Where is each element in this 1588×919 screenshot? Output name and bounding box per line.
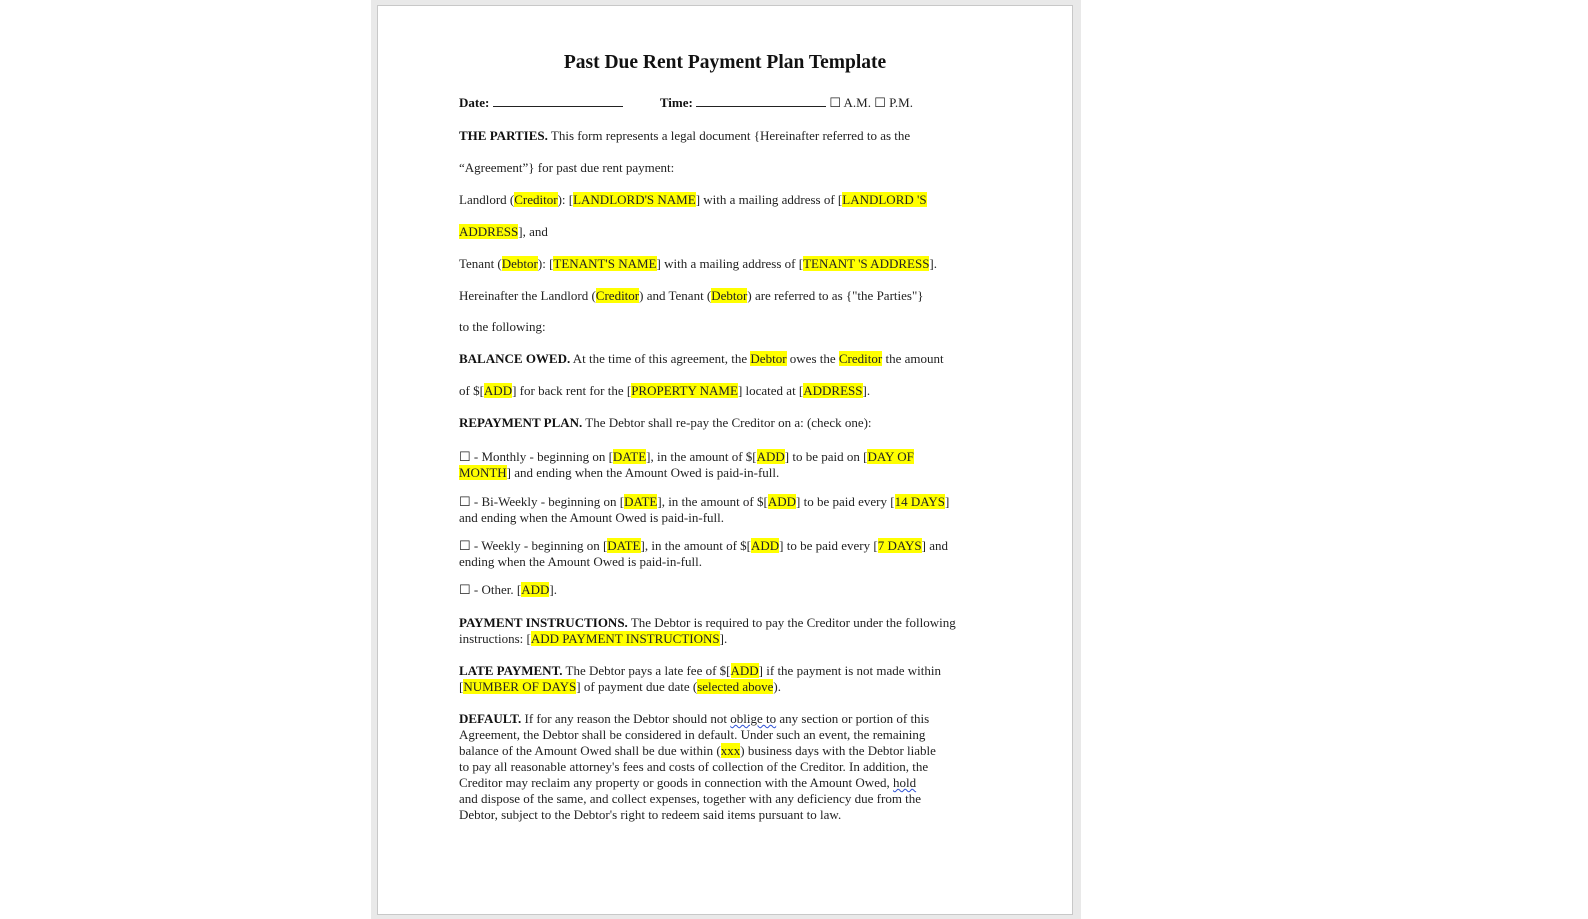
landlord-address-placeholder[interactable]: ADDRESS: [459, 224, 519, 239]
creditor-placeholder[interactable]: Creditor: [838, 351, 883, 366]
landlord-address-placeholder[interactable]: LANDLORD 'S: [842, 192, 927, 207]
text-fragment: to the following:: [459, 319, 546, 334]
amount-placeholder[interactable]: ADD: [767, 494, 797, 509]
selected-above-placeholder[interactable]: selected above: [697, 679, 774, 694]
creditor-placeholder[interactable]: Creditor: [595, 288, 640, 303]
landlord-line-2: [459, 224, 548, 240]
date-time-row: [459, 95, 913, 111]
text-fragment: ) are referred to as {"the Parties"}: [747, 288, 924, 303]
parties-intro-1: This form represents a legal document {Hereinafter referred to as the: [550, 128, 911, 143]
day-of-month-placeholder[interactable]: DAY OF: [867, 449, 914, 464]
parties-line-2: [459, 160, 674, 176]
text-fragment: ] with a mailing address of [: [695, 192, 843, 207]
biweekly-checkbox-label[interactable]: ☐ - Bi-Weekly - beginning on [: [459, 494, 625, 509]
text-fragment: ] with a mailing address of [: [656, 256, 804, 271]
text-fragment: The Debtor pays a late fee of $[: [565, 663, 731, 678]
landlord-line-1: [459, 192, 927, 208]
text-fragment: ] and ending when the Amount Owed is paid-in-full.: [506, 465, 780, 480]
tenant-name-placeholder[interactable]: TENANT'S NAME: [553, 256, 657, 271]
date-placeholder[interactable]: DATE: [612, 449, 647, 464]
parties-line-1: [459, 128, 910, 144]
text-fragment: ] to be paid on [: [784, 449, 868, 464]
text-fragment: owes the: [789, 351, 836, 366]
text-fragment: ], and: [518, 224, 548, 239]
other-option-line[interactable]: [459, 582, 557, 598]
debtor-placeholder[interactable]: Debtor: [750, 351, 787, 366]
payment-instructions-heading: PAYMENT INSTRUCTIONS.: [459, 615, 628, 630]
text-fragment: The Debtor is required to pay the Creditor under the following: [630, 615, 956, 630]
text-fragment: ] of payment due date (: [576, 679, 698, 694]
monthly-option-line-2: [459, 465, 779, 481]
text-fragment: ] for back rent for the [: [512, 383, 632, 398]
amount-placeholder[interactable]: ADD: [750, 538, 780, 553]
pm-checkbox[interactable]: ☐ P.M.: [874, 95, 913, 110]
parties-heading: THE PARTIES.: [459, 128, 548, 143]
default-line-3: [459, 743, 936, 759]
payment-instructions-line-2: [459, 631, 727, 647]
text-fragment: ] and: [921, 538, 949, 553]
tenant-label: Tenant (: [459, 256, 502, 271]
tenant-address-placeholder[interactable]: TENANT 'S ADDRESS: [803, 256, 930, 271]
late-payment-line-2: [459, 679, 781, 695]
text-fragment: Agreement, the Debtor shall be considered in default. Under such an event, the remaining: [459, 727, 926, 742]
text-fragment: ] to be paid every [: [796, 494, 895, 509]
text-fragment: to pay all reasonable attorney's fees and costs of collection of the Creditor. In addition, the: [459, 759, 929, 774]
default-line-7: [459, 807, 841, 823]
default-line-6: [459, 791, 921, 807]
spellcheck-word: hold: [892, 775, 917, 790]
repayment-line: [459, 415, 872, 431]
text-fragment: Hereinafter the Landlord (: [459, 288, 596, 303]
text-fragment: any section or portion of this: [779, 711, 930, 726]
property-name-placeholder[interactable]: PROPERTY NAME: [631, 383, 738, 398]
document-page: [377, 5, 1073, 915]
default-line-4: [459, 759, 928, 775]
number-of-days-placeholder[interactable]: NUMBER OF DAYS: [463, 679, 577, 694]
balance-line-2: [459, 383, 870, 399]
tenant-line: [459, 256, 937, 272]
text-fragment: and ending when the Amount Owed is paid-in-full.: [459, 510, 725, 525]
text-fragment: ): [: [557, 192, 574, 207]
am-checkbox[interactable]: ☐ A.M.: [829, 95, 871, 110]
document-title: Past Due Rent Payment Plan Template: [563, 52, 887, 73]
text-fragment: ).: [773, 679, 781, 694]
date-label: Date:: [459, 95, 490, 110]
text-fragment: ] located at [: [737, 383, 804, 398]
late-payment-line-1: [459, 663, 941, 679]
day-of-month-placeholder[interactable]: MONTH: [459, 465, 507, 480]
time-field[interactable]: [696, 95, 826, 107]
weekly-checkbox-label[interactable]: ☐ - Weekly - beginning on [: [459, 538, 608, 553]
text-fragment: ], in the amount of $[: [640, 538, 751, 553]
amount-placeholder[interactable]: ADD: [756, 449, 785, 464]
default-line-5: [459, 775, 916, 791]
other-placeholder[interactable]: ADD: [521, 582, 550, 597]
text-fragment: and dispose of the same, and collect expenses, together with any deficiency due from the: [459, 791, 922, 806]
default-line-1: [459, 711, 929, 727]
weekly-option-line-2: [459, 554, 702, 570]
text-fragment: ]: [945, 494, 950, 509]
date-placeholder[interactable]: DATE: [624, 494, 658, 509]
text-fragment: Debtor, subject to the Debtor's right to redeem said items pursuant to law.: [459, 807, 842, 822]
monthly-option-line-1[interactable]: [459, 449, 914, 465]
other-checkbox-label[interactable]: ☐ - Other. [: [459, 582, 522, 597]
text-fragment: At the time of this agreement, the: [572, 351, 748, 366]
payment-instructions-placeholder[interactable]: ADD PAYMENT INSTRUCTIONS: [530, 631, 720, 646]
text-fragment: balance of the Amount Owed shall be due within (: [459, 743, 721, 758]
following-line: [459, 319, 546, 335]
date-field[interactable]: [493, 95, 623, 107]
text-fragment: The Debtor shall re-pay the Creditor on a: (check one):: [585, 415, 872, 430]
text-fragment: ) and Tenant (: [639, 288, 712, 303]
parties-intro-2: “Agreement”} for past due rent payment:: [459, 160, 675, 175]
text-fragment: ], in the amount of $[: [657, 494, 768, 509]
days-placeholder[interactable]: 14 DAYS: [894, 494, 946, 509]
debtor-placeholder[interactable]: Debtor: [501, 256, 538, 271]
weekly-option-line-1[interactable]: [459, 538, 948, 554]
landlord-name-placeholder[interactable]: LANDLORD'S NAME: [573, 192, 696, 207]
text-fragment: ] if the payment is not made within: [758, 663, 941, 678]
text-fragment: ], in the amount of $[: [646, 449, 757, 464]
text-fragment: instructions: [: [459, 631, 531, 646]
late-fee-placeholder[interactable]: ADD: [730, 663, 759, 678]
late-payment-heading: LATE PAYMENT.: [459, 663, 563, 678]
text-fragment: ): [: [537, 256, 554, 271]
landlord-label: Landlord (: [459, 192, 515, 207]
repayment-heading: REPAYMENT PLAN.: [459, 415, 583, 430]
text-fragment: ] to be paid every [: [779, 538, 878, 553]
amount-placeholder[interactable]: ADD: [483, 383, 513, 398]
hereinafter-line: [459, 288, 924, 304]
days-placeholder[interactable]: 7 DAYS: [877, 538, 922, 553]
monthly-checkbox-label[interactable]: ☐ - Monthly - beginning on [: [459, 449, 613, 464]
balance-heading: BALANCE OWED.: [459, 351, 571, 366]
text-fragment: ].: [862, 383, 871, 398]
text-fragment: ].: [719, 631, 728, 646]
date-placeholder[interactable]: DATE: [607, 538, 641, 553]
creditor-placeholder[interactable]: Creditor: [514, 192, 558, 207]
balance-line-1: [459, 351, 944, 367]
text-fragment: If for any reason the Debtor should not: [524, 711, 728, 726]
text-fragment: the amount: [885, 351, 944, 366]
debtor-placeholder[interactable]: Debtor: [711, 288, 748, 303]
address-placeholder[interactable]: ADDRESS: [803, 383, 863, 398]
biweekly-option-line-1[interactable]: [459, 494, 949, 510]
business-days-placeholder[interactable]: xxx: [720, 743, 741, 758]
text-fragment: ) business days with the Debtor liable: [740, 743, 936, 758]
text-fragment: [: [459, 679, 464, 694]
text-fragment: ].: [929, 256, 938, 271]
default-line-2: [459, 727, 925, 743]
spellcheck-word: oblige to: [730, 711, 777, 726]
biweekly-option-line-2: [459, 510, 724, 526]
text-fragment: ending when the Amount Owed is paid-in-full.: [459, 554, 702, 569]
default-heading: DEFAULT.: [459, 711, 522, 726]
time-label: Time:: [659, 95, 693, 110]
payment-instructions-line-1: [459, 615, 956, 631]
text-fragment: Creditor may reclaim any property or goods in connection with the Amount Owed,: [459, 775, 890, 790]
text-fragment: of $[: [459, 383, 484, 398]
text-fragment: ].: [549, 582, 557, 597]
